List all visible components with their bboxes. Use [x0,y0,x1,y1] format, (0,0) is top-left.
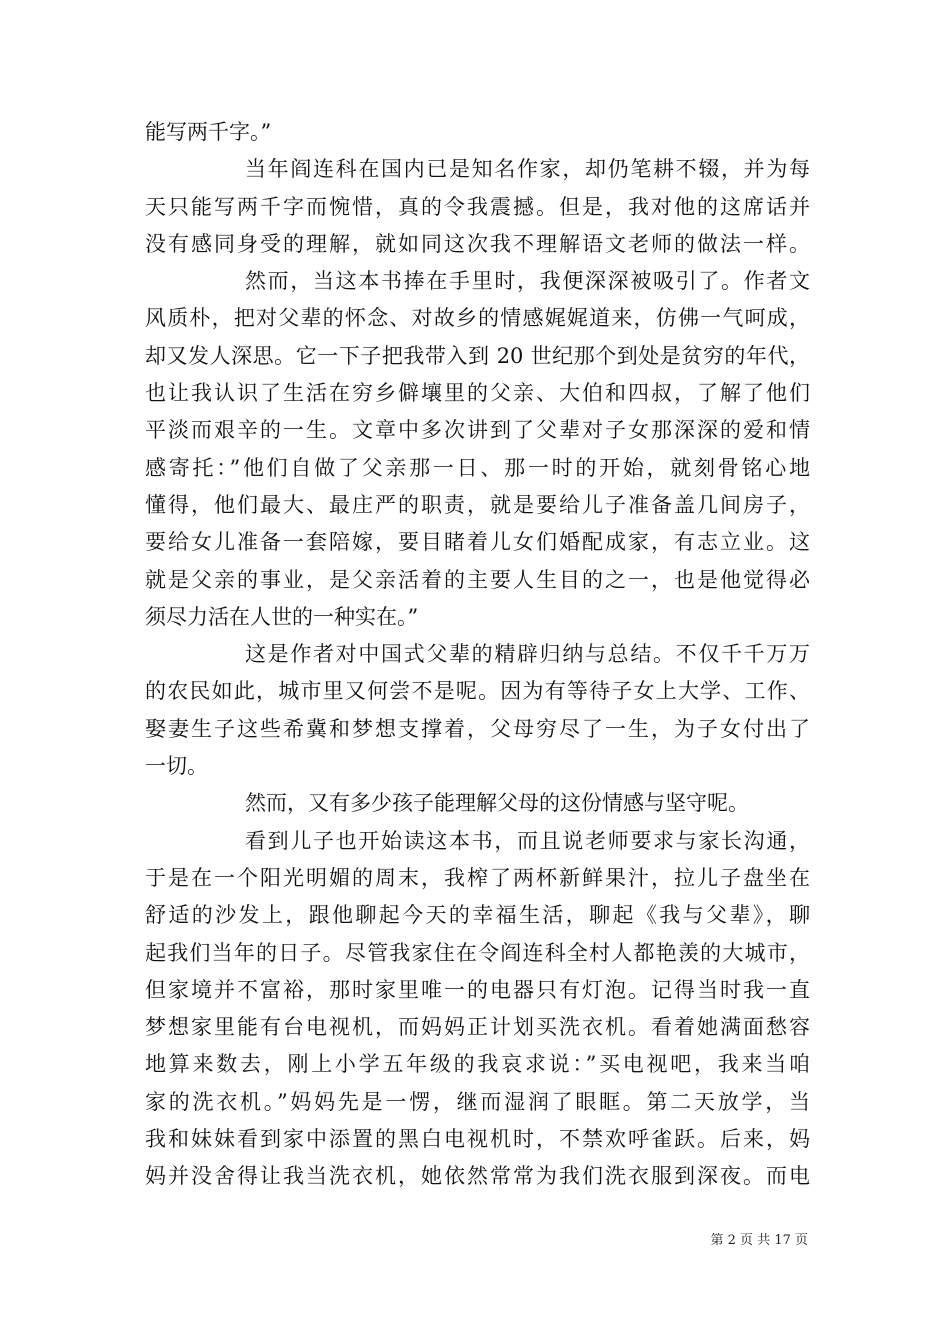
text-line: 然而，又有多少孩子能理解父母的这份情感与坚守呢。 [245,791,749,816]
text-line: 感寄托：”他们自做了父亲那一日、那一时的开始，就刻骨铭心地 [145,455,810,480]
page-footer: 第 2 页 共 17 页 [710,1233,808,1248]
text-line: 就是父亲的事业，是父亲活着的主要人生目的之一，也是他觉得必 [145,567,810,592]
text-line: 须尽力活在人世的一种实在。” [145,604,419,629]
text-line: 天只能写两千字而惋惜，真的令我震撼。但是，我对他的这席话并 [145,194,810,219]
text-line: 我和妹妹看到家中添置的黑白电视机时，不禁欢呼雀跃。后来，妈 [145,1127,810,1152]
text-line: 这是作者对中国式父辈的精辟归纳与总结。不仅千千万万 [245,642,810,667]
text-line: 一切。 [145,754,208,779]
text-line: 妈并没舍得让我当洗衣机，她依然常常为我们洗衣服到深夜。而电 [145,1164,810,1189]
text-line: 于是在一个阳光明媚的周末，我榨了两杯新鲜果汁，拉儿子盘坐在 [145,865,810,890]
text-line: 平淡而艰辛的一生。文章中多次讲到了父辈对子女那深深的爱和情 [145,418,810,443]
text-line: 风质朴，把对父辈的怀念、对故乡的情感娓娓道来，仿佛一气呵成， [145,306,810,331]
text-line: 能写两千字。” [145,120,272,144]
text-line: 的农民如此，城市里又何尝不是呢。因为有等待子女上大学、工作、 [145,679,810,704]
text-line: 娶妻生子这些希冀和梦想支撑着，父母穷尽了一生，为子女付出了 [145,716,810,741]
text-line: 也让我认识了生活在穷乡僻壤里的父亲、大伯和四叔，了解了他们 [145,381,810,406]
text-line: 没有感同身受的理解，就如同这次我不理解语文老师的做法一样。 [145,231,810,256]
text-line: 舒适的沙发上，跟他聊起今天的幸福生活，聊起《我与父辈》，聊 [145,903,810,928]
text-line: 然而，当这本书捧在手里时，我便深深被吸引了。作者文 [245,269,810,294]
text-line: 看到儿子也开始读这本书，而且说老师要求与家长沟通， [245,828,810,853]
text-line: 家的洗衣机。”妈妈先是一愣，继而湿润了眼眶。第二天放学，当 [145,1089,810,1114]
body-text [145,114,810,1196]
text-line: 起我们当年的日子。尽管我家住在令阎连科全村人都艳羡的大城市， [145,940,810,965]
text-line: 要给女儿准备一套陪嫁，要目睹着儿女们婚配成家，有志立业。这 [145,530,810,555]
text-line: 懂得，他们最大、最庄严的职责，就是要给儿子准备盖几间房子， [145,492,810,517]
text-line: 梦想家里能有台电视机，而妈妈正计划买洗衣机。看着她满面愁容 [145,1015,810,1040]
text-line: 却又发人深思。它一下子把我带入到 20 世纪那个到处是贫穷的年代， [145,343,810,368]
text-line: 地算来数去，刚上小学五年级的我哀求说：”买电视吧，我来当咱 [145,1052,810,1077]
text-line: 当年阎连科在国内已是知名作家，却仍笔耕不辍，并为每 [245,157,810,182]
text-line: 但家境并不富裕，那时家里唯一的电器只有灯泡。记得当时我一直 [145,977,810,1002]
